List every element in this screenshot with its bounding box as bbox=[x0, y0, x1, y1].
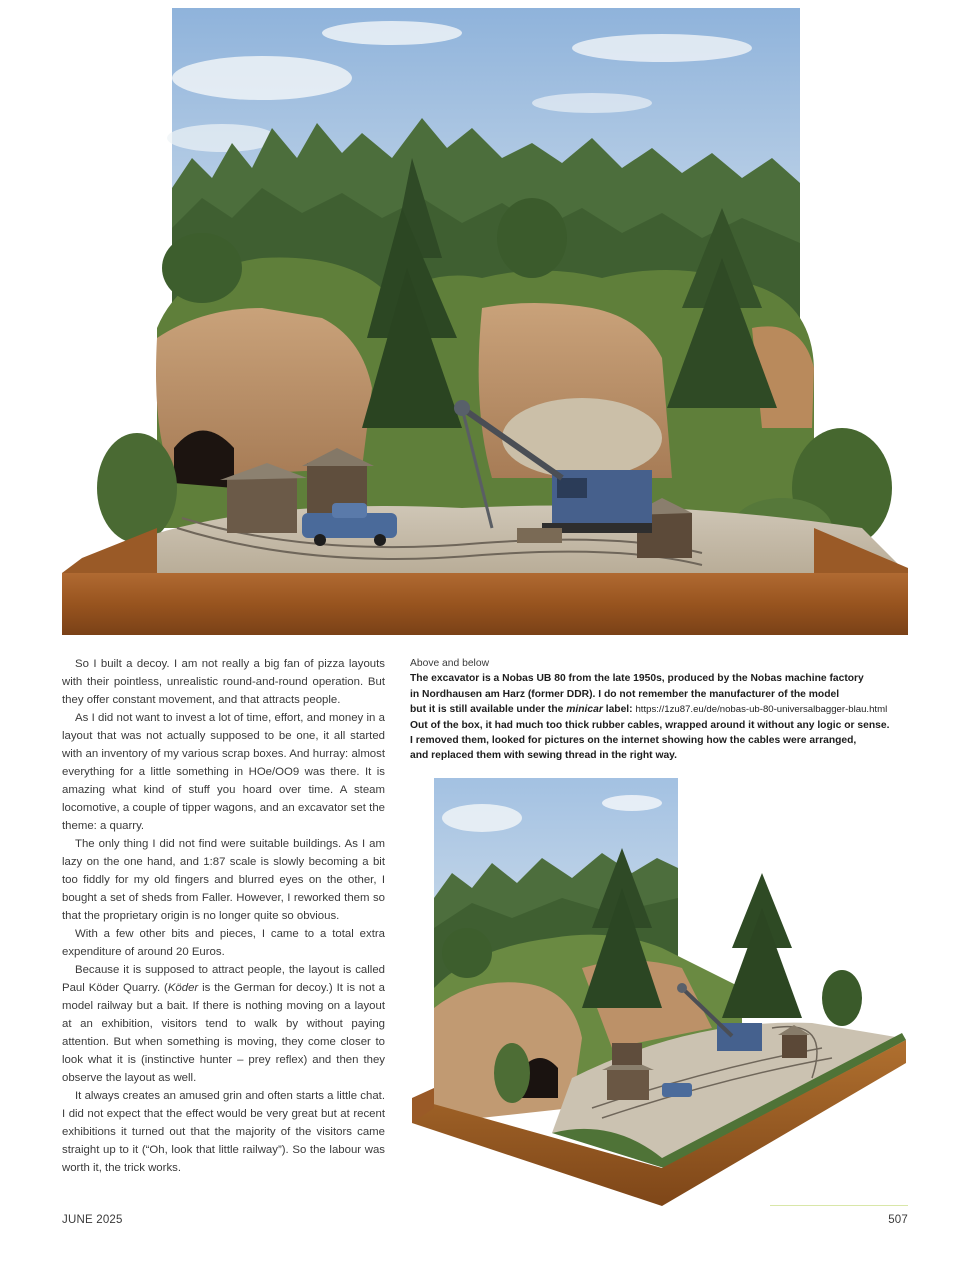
caption-url: https://1zu87.eu/de/nobas-ub-80-universalbagger-blau.html bbox=[635, 704, 888, 716]
footer-date: JUNE 2025 bbox=[62, 1214, 123, 1226]
paragraph-2: As I did not want to invest a lot of time, effort, and money in a layout that was not actually supposed to be one, it all started with an inventory of my various scrap boxes. And hurray: almost everything for a little something in HOe/OO9 was there. It is amazing what kind of stuff you hoard over time. A steam locomotive, a couple of tipper wagons, and an excavator set the theme: a quarry. bbox=[62, 712, 385, 832]
article-body bbox=[62, 655, 385, 1177]
paragraph-1: So I built a decoy. I am not really a big fan of pizza layouts with their pointless, unrealistic round-and-round operation. But they offer constant movement, and that attracts people. bbox=[62, 658, 385, 706]
footer-rule bbox=[770, 1205, 908, 1206]
caption-line: Out of the box, it had much too thick rubber cables, wrapped around it without any logic or sense. bbox=[410, 719, 890, 731]
paragraph-3: The only thing I did not find were suitable buildings. As I am lazy on the one hand, and 1:87 scale is slowly becoming a bit too fiddly for my old fingers and blurred eyes on the other, I bought a set of sheds from Faller. However, I reworked them so that the proprietary origin is no longer quite so obvious. bbox=[62, 838, 385, 922]
caption-line: and replaced them with sewing thread in the right way. bbox=[410, 750, 677, 762]
paragraph-4: With a few other bits and pieces, I came to a total extra expenditure of around 20 Euros. bbox=[62, 928, 385, 958]
italic-koder: Köder bbox=[167, 982, 199, 994]
photo-caption bbox=[410, 656, 910, 764]
caption-line: The excavator is a Nobas UB 80 from the late 1950s, produced by the Nobas machine factory bbox=[410, 673, 864, 685]
caption-line: I removed them, looked for pictures on the internet showing how the cables were arranged, bbox=[410, 735, 857, 747]
page-number: 507 bbox=[888, 1214, 908, 1226]
caption-label: Above and below bbox=[410, 658, 490, 669]
diorama-photo-bottom bbox=[412, 778, 908, 1206]
caption-line: in Nordhausen am Harz (former DDR). I do not remember the manufacturer of the model bbox=[410, 688, 840, 700]
paragraph-6: It always creates an amused grin and often starts a little chat. I did not expect that the effect would be very great but at recent exhibitions it turned out that the majority of the visitors came straight up to it (“Oh, look that little railway”). So the labour was worth it, the trick works. bbox=[62, 1090, 385, 1174]
caption-line: but it is still available under the minicar label: bbox=[410, 704, 636, 716]
paragraph-5: Because it is supposed to attract people, the layout is called Paul Köder Quarry. (Köder is the German for decoy.) It is not a model railway but a bait. If there is nothing moving on a layout at an exhibition, visitors tend to walk by without paying attention. But when something is moving, they come closer to look what it is (instinctive hunter – prey reflex) and then they observe the layout as well. bbox=[62, 964, 385, 1084]
diorama-photo-top bbox=[62, 8, 908, 635]
